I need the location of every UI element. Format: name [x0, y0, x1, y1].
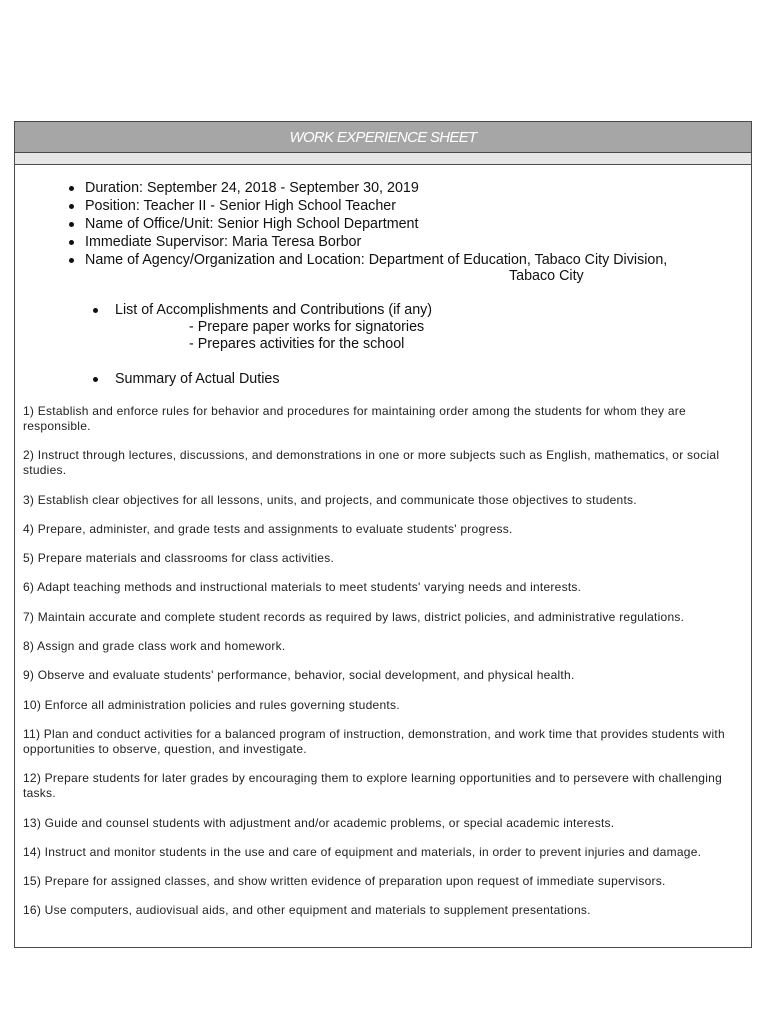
header-divider-band: [15, 153, 751, 165]
agency-item-continued: Tabaco City: [509, 268, 584, 284]
office-item: Name of Office/Unit: Senior High School Department: [85, 215, 667, 233]
duty-item: 1) Establish and enforce rules for behavior and procedures for maintaining order among the students for whom they are responsible.: [23, 404, 686, 433]
sheet-title-bar: [15, 122, 751, 153]
duties-list: [23, 404, 743, 933]
duty-item: 10) Enforce all administration policies and rules governing students.: [23, 697, 400, 712]
sheet-title: WORK EXPERIENCE SHEET: [289, 128, 477, 146]
work-experience-sheet: [14, 121, 752, 948]
duty-item: 16) Use computers, audiovisual aids, and other equipment and materials to supplement presentations.: [23, 903, 591, 918]
accomplishment-item: - Prepare paper works for signatories: [189, 319, 425, 335]
accomplishments-section: [115, 302, 432, 353]
duty-item: 11) Plan and conduct activities for a balanced program of instruction, demonstration, and work time that provides students with opportunities to observe, question, and investigate.: [23, 726, 725, 756]
duty-item: 14) Instruct and monitor students in the use and care of equipment and materials, in order to prevent injuries and damage.: [23, 844, 702, 859]
supervisor-item: Immediate Supervisor: Maria Teresa Borbor: [85, 233, 667, 251]
duty-item: 12) Prepare students for later grades by encouraging them to explore learning opportunities and to persevere with challenging tasks.: [23, 771, 722, 801]
duty-item: 8) Assign and grade class work and homework.: [23, 639, 286, 654]
summary-section: [115, 371, 279, 388]
duty-item: 2) Instruct through lectures, discussions, and demonstrations in one or more subjects such as English, mathematics, or social studies.: [23, 448, 720, 478]
accomplishments-heading: List of Accomplishments and Contributions (if any): [115, 302, 433, 318]
duty-item: 9) Observe and evaluate students' performance, behavior, social development, and physical health.: [23, 668, 575, 683]
accomplishment-item: - Prepares activities for the school: [189, 336, 405, 352]
duty-item: 5) Prepare materials and classrooms for class activities.: [23, 551, 335, 566]
duty-item: 6) Adapt teaching methods and instructional materials to meet students' varying needs and interests.: [23, 580, 582, 595]
position-item: Position: Teacher II - Senior High School Teacher: [85, 197, 667, 215]
duration-item: Duration: September 24, 2018 - September 30, 2019: [85, 179, 667, 197]
employment-details: [85, 179, 667, 285]
duty-item: 15) Prepare for assigned classes, and show written evidence of preparation upon request of immediate supervisors.: [23, 874, 666, 889]
duty-item: 3) Establish clear objectives for all lessons, units, and projects, and communicate those objectives to students.: [23, 492, 637, 507]
duty-item: 7) Maintain accurate and complete student records as required by laws, district policies, and administrative regulations.: [23, 609, 685, 624]
summary-heading: Summary of Actual Duties: [115, 371, 280, 387]
agency-item: Name of Agency/Organization and Location: Department of Education, Tabaco City Division,: [85, 252, 668, 268]
duty-item: 4) Prepare, administer, and grade tests and assignments to evaluate students' progress.: [23, 521, 513, 536]
duty-item: 13) Guide and counsel students with adjustment and/or academic problems, or special academic interests.: [23, 815, 615, 830]
